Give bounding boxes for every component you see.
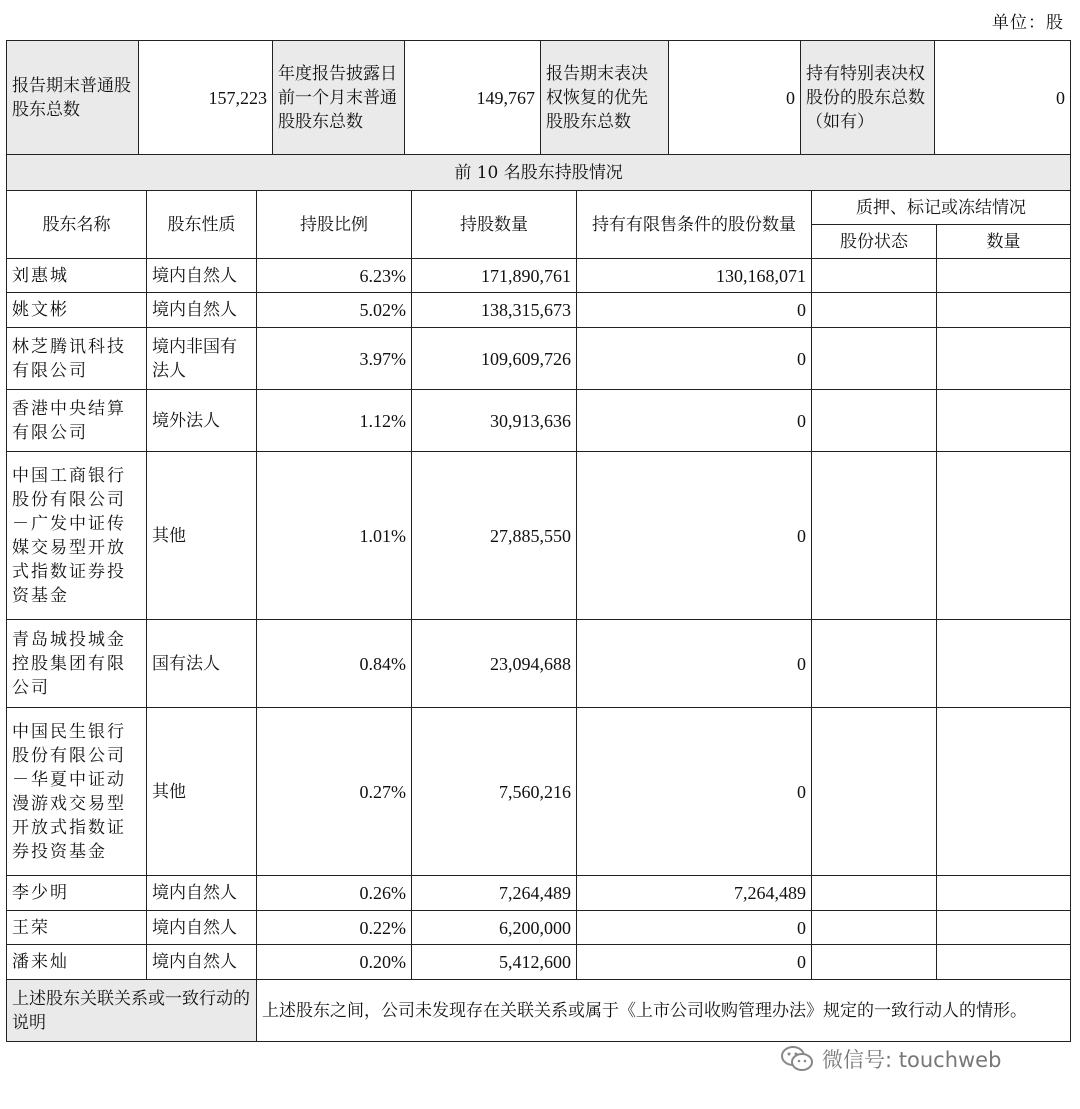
header-pledge: 质押、标记或冻结情况 [812,191,1071,225]
holder-restricted: 0 [577,390,812,452]
holder-pledge-qty [937,708,1071,876]
holder-restricted: 0 [577,293,812,328]
prior-month-shareholders-value: 149,767 [405,41,541,155]
holder-pledge-qty [937,328,1071,390]
holder-nature: 境外法人 [147,390,257,452]
table-row [7,876,1071,911]
relation-note-label: 上述股东关联关系或一致行动的说明 [7,980,257,1042]
header-restricted: 持有有限售条件的股份数量 [577,191,812,259]
holder-pledge-qty [937,945,1071,980]
holder-pledge-status [812,945,937,980]
holder-ratio: 1.12% [257,390,412,452]
holder-restricted: 7,264,489 [577,876,812,911]
summary-table [6,40,1071,155]
holder-amount: 138,315,673 [412,293,577,328]
holder-name: 林芝腾讯科技有限公司 [7,328,147,390]
header-name: 股东名称 [7,191,147,259]
holder-pledge-qty [937,620,1071,708]
watermark-text: 微信号: touchweb [822,1048,1002,1072]
relation-note-text: 上述股东之间，公司未发现存在关联关系或属于《上市公司收购管理办法》规定的一致行动人的情形。 [257,980,1071,1042]
prior-month-shareholders-label: 年度报告披露日前一个月末普通股股东总数 [273,41,405,155]
header-amount: 持股数量 [412,191,577,259]
holder-amount: 109,609,726 [412,328,577,390]
holder-nature: 其他 [147,708,257,876]
holder-nature: 境内自然人 [147,876,257,911]
holder-pledge-qty [937,293,1071,328]
preferred-shareholders-label: 报告期末表决权恢复的优先股股东总数 [541,41,669,155]
holder-ratio: 6.23% [257,259,412,293]
holder-amount: 27,885,550 [412,452,577,620]
holder-amount: 7,560,216 [412,708,577,876]
holder-name: 中国工商银行股份有限公司－广发中证传媒交易型开放式指数证券投资基金 [7,452,147,620]
holder-name: 中国民生银行股份有限公司－华夏中证动漫游戏交易型开放式指数证券投资基金 [7,708,147,876]
holder-ratio: 0.22% [257,911,412,945]
holder-pledge-status [812,911,937,945]
holder-name: 王荣 [7,911,147,945]
holder-ratio: 0.26% [257,876,412,911]
table-row [7,328,1071,390]
holder-ratio: 3.97% [257,328,412,390]
holder-restricted: 0 [577,328,812,390]
header-nature: 股东性质 [147,191,257,259]
holder-name: 香港中央结算有限公司 [7,390,147,452]
holder-pledge-status [812,620,937,708]
holder-amount: 23,094,688 [412,620,577,708]
table-row [7,293,1071,328]
holder-pledge-status [812,293,937,328]
holder-ratio: 5.02% [257,293,412,328]
table-row [7,390,1071,452]
holder-ratio: 0.84% [257,620,412,708]
holder-amount: 5,412,600 [412,945,577,980]
special-voting-shareholders-value: 0 [935,41,1071,155]
holder-pledge-status [812,259,937,293]
holder-restricted: 0 [577,911,812,945]
total-shareholders-value: 157,223 [139,41,273,155]
holder-amount: 7,264,489 [412,876,577,911]
holder-name: 青岛城投城金控股集团有限公司 [7,620,147,708]
wechat-icon [780,1044,814,1074]
holder-name: 李少明 [7,876,147,911]
holder-amount: 6,200,000 [412,911,577,945]
holder-pledge-status [812,390,937,452]
holder-ratio: 0.27% [257,708,412,876]
holder-restricted: 0 [577,620,812,708]
table-row [7,708,1071,876]
holder-restricted: 0 [577,708,812,876]
holder-nature: 其他 [147,452,257,620]
holder-pledge-qty [937,390,1071,452]
top10-holders-table [6,154,1071,1042]
holder-nature: 境内非国有法人 [147,328,257,390]
total-shareholders-label: 报告期末普通股股东总数 [7,41,139,155]
table-row [7,452,1071,620]
holder-nature: 境内自然人 [147,911,257,945]
holder-restricted: 130,168,071 [577,259,812,293]
table-row [7,620,1071,708]
holder-name: 姚文彬 [7,293,147,328]
holder-pledge-status [812,328,937,390]
holder-restricted: 0 [577,452,812,620]
header-pledge-qty: 数量 [937,225,1071,259]
holder-pledge-status [812,876,937,911]
holder-pledge-qty [937,911,1071,945]
table-row [7,911,1071,945]
holder-nature: 国有法人 [147,620,257,708]
holder-pledge-status [812,708,937,876]
unit-label: 单位：股 [992,13,1064,33]
holder-amount: 30,913,636 [412,390,577,452]
table-row [7,945,1071,980]
holder-nature: 境内自然人 [147,945,257,980]
preferred-shareholders-value: 0 [669,41,801,155]
special-voting-shareholders-label: 持有特别表决权股份的股东总数（如有） [801,41,935,155]
holder-restricted: 0 [577,945,812,980]
holder-nature: 境内自然人 [147,259,257,293]
section-title: 前 10 名股东持股情况 [7,155,1071,191]
holder-nature: 境内自然人 [147,293,257,328]
holder-ratio: 1.01% [257,452,412,620]
footer-row [7,980,1071,1042]
header-pledge-status: 股份状态 [812,225,937,259]
holder-pledge-qty [937,259,1071,293]
holder-ratio: 0.20% [257,945,412,980]
holder-pledge-qty [937,452,1071,620]
holder-name: 潘来灿 [7,945,147,980]
holder-pledge-qty [937,876,1071,911]
watermark [780,1042,1060,1076]
table-row [7,259,1071,293]
holder-amount: 171,890,761 [412,259,577,293]
holder-name: 刘惠城 [7,259,147,293]
holder-pledge-status [812,452,937,620]
header-ratio: 持股比例 [257,191,412,259]
